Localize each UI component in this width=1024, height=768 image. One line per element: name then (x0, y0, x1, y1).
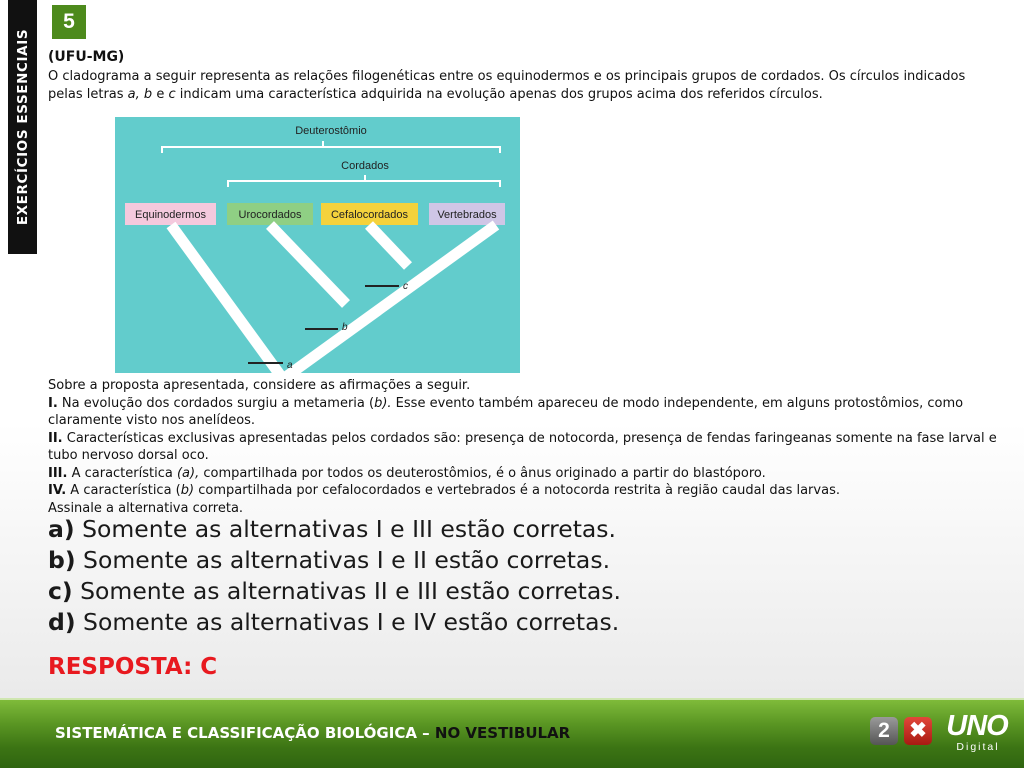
statement-letter-b: b (143, 87, 153, 102)
option-a-letter: a) (48, 515, 75, 543)
logo-2-icon: 2 (870, 717, 898, 745)
deuterostome-label: Deuterostômio (295, 125, 367, 137)
statement-letter-c: c (168, 87, 176, 102)
option-a-text: Somente as alternativas I e III estão corretas. (74, 515, 617, 543)
cladogram-svg (115, 117, 520, 373)
statement-iii-ref: (a), (176, 465, 200, 481)
statement-i (48, 395, 998, 430)
statement-iv-text-after: compartilhada por cefalocordados e vertebrados é a notocorda restrita à região caudal das larvas. (194, 483, 840, 498)
branch-cefalocordados (369, 225, 408, 266)
statements-intro: Sobre a proposta apresentada, considere as afirmações a seguir. (48, 378, 471, 393)
statement-iii-text: A característica (67, 465, 177, 481)
statement-sep: e (152, 87, 169, 102)
branch-urocordados (270, 225, 346, 304)
footer-subtitle: NO VESTIBULAR (434, 724, 571, 742)
statement-ii-label: II. (48, 430, 63, 446)
statement-text: O cladograma a seguir representa as relações filogenéticas entre os equinodermos e os principais grupos de cordados. Os círculos indicados pelas letras (48, 69, 966, 102)
statement-iii (48, 465, 998, 483)
statement-i-ref: b). (374, 395, 392, 411)
taxon-label-urocordados: Urocordados (238, 209, 302, 221)
option-d-letter: d) (48, 608, 76, 636)
statement-i-text-after: Esse evento também apareceu de modo independente, em alguns protostômios, como claramente visto nos anelídeos. (48, 395, 964, 428)
cladogram-branches (171, 225, 496, 373)
option-c-letter: c) (48, 577, 73, 605)
cladogram-figure (115, 117, 520, 373)
uno-logo: UNO (946, 710, 1008, 742)
option-d-text: Somente as alternativas I e IV estão corretas. (75, 608, 620, 636)
chordates-label: Cordados (341, 160, 389, 172)
option-c-text: Somente as alternativas II e III estão corretas. (72, 577, 622, 605)
statement-letter-a: a, (127, 87, 140, 102)
deuterostome-bracket (162, 147, 500, 153)
option-a[interactable] (48, 514, 621, 545)
taxon-label-equinodermos: Equinodermos (135, 209, 206, 221)
instruction: Assinale a alternativa correta. (48, 500, 244, 516)
option-b-text: Somente as alternativas I e II estão corretas. (75, 546, 611, 574)
marker-b-label: b (342, 322, 348, 333)
chordates-bracket (228, 181, 500, 187)
statement-iv-label: IV. (48, 483, 67, 498)
taxon-label-vertebrados: Vertebrados (437, 209, 497, 221)
option-b-letter: b) (48, 546, 76, 574)
statement-i-label: I. (48, 395, 58, 411)
options-list (48, 514, 621, 638)
statement-iv-text: A característica ( (66, 483, 181, 498)
statement-iv (48, 482, 998, 500)
statements-block (48, 377, 998, 517)
statement-ii (48, 430, 998, 465)
logo-x-icon: ✖ (904, 717, 932, 745)
uno-logo-subtitle: Digital (956, 741, 1000, 753)
marker-c-label: c (403, 281, 408, 292)
footer-separator: – (416, 724, 435, 742)
statement-text: indicam uma característica adquirida na evolução apenas dos grupos acima dos referidos círculos. (175, 87, 823, 102)
question-statement (48, 68, 998, 104)
taxon-label-cefalocordados: Cefalocordados (330, 209, 409, 221)
answer-text: RESPOSTA: C (48, 654, 218, 680)
footer-topic: SISTEMÁTICA E CLASSIFICAÇÃO BIOLÓGICA (55, 724, 417, 742)
statement-iv-ref: b) (180, 483, 195, 498)
statement-i-text: Na evolução dos cordados surgiu a metameria ( (57, 395, 375, 411)
option-d[interactable] (48, 607, 621, 638)
question-source: (UFU-MG) (48, 49, 125, 65)
option-c[interactable] (48, 576, 621, 607)
side-tab-label: EXERCÍCIOS ESSENCIAIS (15, 28, 31, 226)
footer-title (55, 724, 570, 742)
statement-ii-text: Características exclusivas apresentadas pelos cordados são: presença de notocorda, presença de fendas faringeanas somente na fase larval e tubo nervoso dorsal oco. (48, 430, 997, 463)
branch-equinodermos (171, 225, 283, 373)
marker-a-label: a (287, 360, 293, 371)
question-number-badge: 5 (52, 5, 86, 39)
option-b[interactable] (48, 545, 621, 576)
statement-iii-label: III. (48, 465, 68, 481)
statement-iii-text-after: compartilhada por todos os deuterostômios, é o ânus originado a partir do blastóporo. (199, 465, 766, 481)
